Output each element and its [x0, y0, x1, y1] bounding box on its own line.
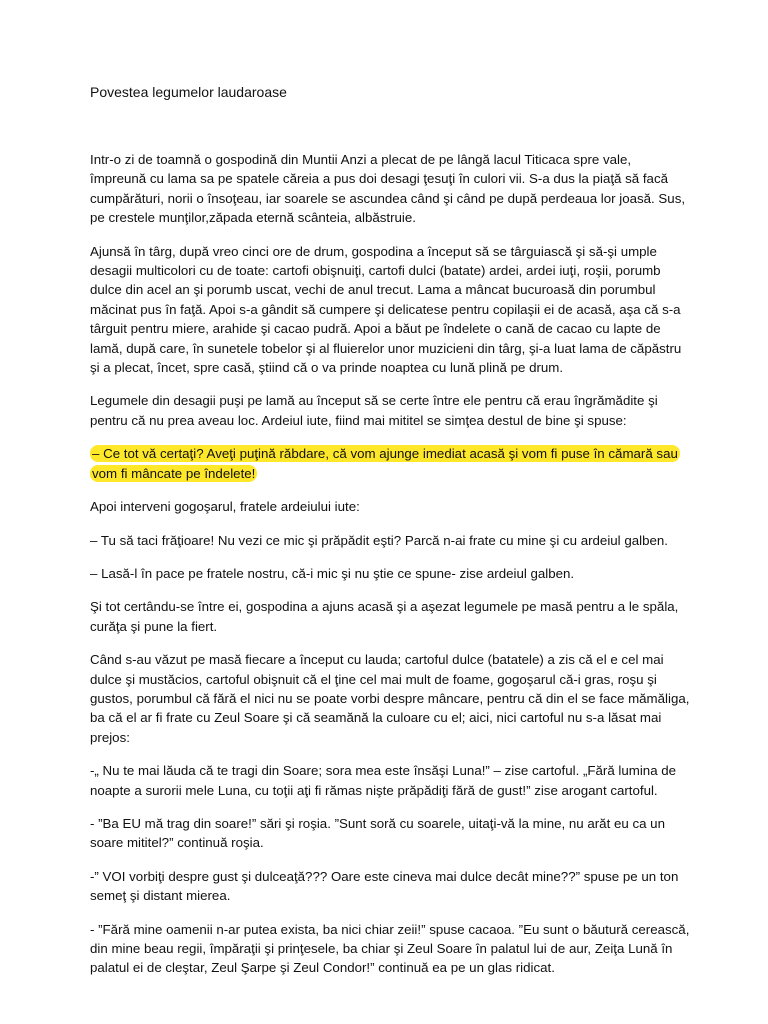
paragraph-highlighted-quote: [90, 444, 690, 483]
paragraph-gogosar: Apoi interveni gogoşarul, fratele ardeiului iute:: [90, 499, 360, 515]
paragraph-arrival: Şi tot certându-se între ei, gospodina a ajuns acasă şi a aşezat legumele pe masă pentru a le spăla, curăţa şi pune la fiert.: [90, 599, 679, 634]
paragraph-market: Ajunsă în târg, după vreo cinci ore de drum, gospodina a început să se târguiască şi să-şi umple desagii multicolori cu de toate: cartofi obişnuiţi, cartofi dulci (batate) ardei, ardei iuţi, roşii, porumb dulce din acel an şi porumb uscat, vechi de anul trecut. Lama a mâncat bucuroasă din porumbul măcinat pus în faţă. Apoi s-a gândit să cumpere şi delicatese pentru copilaşii ei de acasă, aşa că s-a târguit pentru miere, arahide şi cacao pudră. Apoi a băut pe îndelete o cană de cacao cu lapte de lamă, după care, în sunetele tobelor şi al fluierelor unor muzicieni din târg, şi-a luat lama de căpăstru şi a plecat, încet, spre casă, ştiind că o va prinde noaptea cu lună plină pe drum.: [90, 243, 682, 376]
paragraph-boasting: Când s-au văzut pe masă fiecare a început cu lauda; cartoful dulce (batatele) a zis că el e cel mai dulce şi mustăcios, cartoful obişnuit că el ţine cel mai mult de foame, gogoşarul că-i gras, roşu şi gustos, porumbul că fără el nici nu se poate vorbi despre mâncare, pentru că din el se face mămăliga, ba că el ar fi frate cu Zeul Soare şi că seamănă la culoare cu el; aici, nici cartoful nu s-a lăsat mai prejos:: [90, 652, 690, 745]
paragraph-dialog-1: – Tu să taci frăţioare! Nu vezi ce mic şi prăpădit eşti? Parcă n-ai frate cu mine şi cu ardeiul galben.: [90, 532, 668, 548]
highlight-mark: – Ce tot vă certaţi? Aveţi puţină răbdare, că vom ajunge imediat acasă şi vom fi puse în cămară sau vom fi mâncate pe îndelete!: [92, 446, 678, 481]
paragraph-argument: Legumele din desagii puşi pe lamă au început să se certe între ele pentru că erau îngrămădite şi pentru că nu prea aveau loc. Ardeiul iute, fiind mai mititel se simţea destul de bine şi spuse:: [90, 393, 658, 428]
paragraph-intro: Intr-o zi de toamnă o gospodină din Muntii Anzi a plecat de pe lângă lacul Titicaca spre vale, împreună cu lama sa pe spatele căreia a pus doi desagi ţesuţi în culori vii. S-a dus la piaţă să facă cumpărături, norii o însoţeau, iar soarele se ascundea când şi când pe după perdeaua lor joasă. Sus, pe crestele munţilor,zăpada eternă scânteia, albăstruie.: [90, 152, 686, 226]
paragraph-honey: -” VOI vorbiţi despre gust şi dulceaţă??? Oare este cineva mai dulce decât mine??” spuse pe un ton semeţ şi distant mierea.: [90, 868, 679, 904]
paragraph-dialog-2: – Lasă-l în pace pe fratele nostru, că-i mic şi nu ştie ce spune- zise ardeiul galben.: [90, 565, 575, 581]
document-title: Povestea legumelor laudaroase: [90, 84, 287, 100]
paragraph-cocoa: - ”Fără mine oamenii n-ar putea exista, ba nici chiar zeii!” spuse cacaoa. ”Eu sunt o băutură cerească, din mine beau regii, împăraţii şi prinţesele, ba chiar şi Zeul Soare în palatul lui de aur, Zeiţa Lună în palatul ei de cleştar, Zeul Şarpe şi Zeul Condor!” continuă ea pe un glas ridicat.: [90, 921, 690, 976]
paragraph-potato: -„ Nu te mai lăuda că te tragi din Soare; sora mea este însăşi Luna!” – zise cartoful. „Fără lumina de noapte a surorii mele Luna, cu toţii aţi fi rămas nişte prăpădiţi fără de gust!” zise arogant cartoful.: [90, 763, 677, 798]
paragraph-tomato: - ”Ba EU mă trag din soare!” sări şi roşia. ”Sunt soră cu soarele, uitaţi-vă la mine, nu arăt eu ca un soare mititel?” continuă roşia.: [90, 815, 665, 851]
